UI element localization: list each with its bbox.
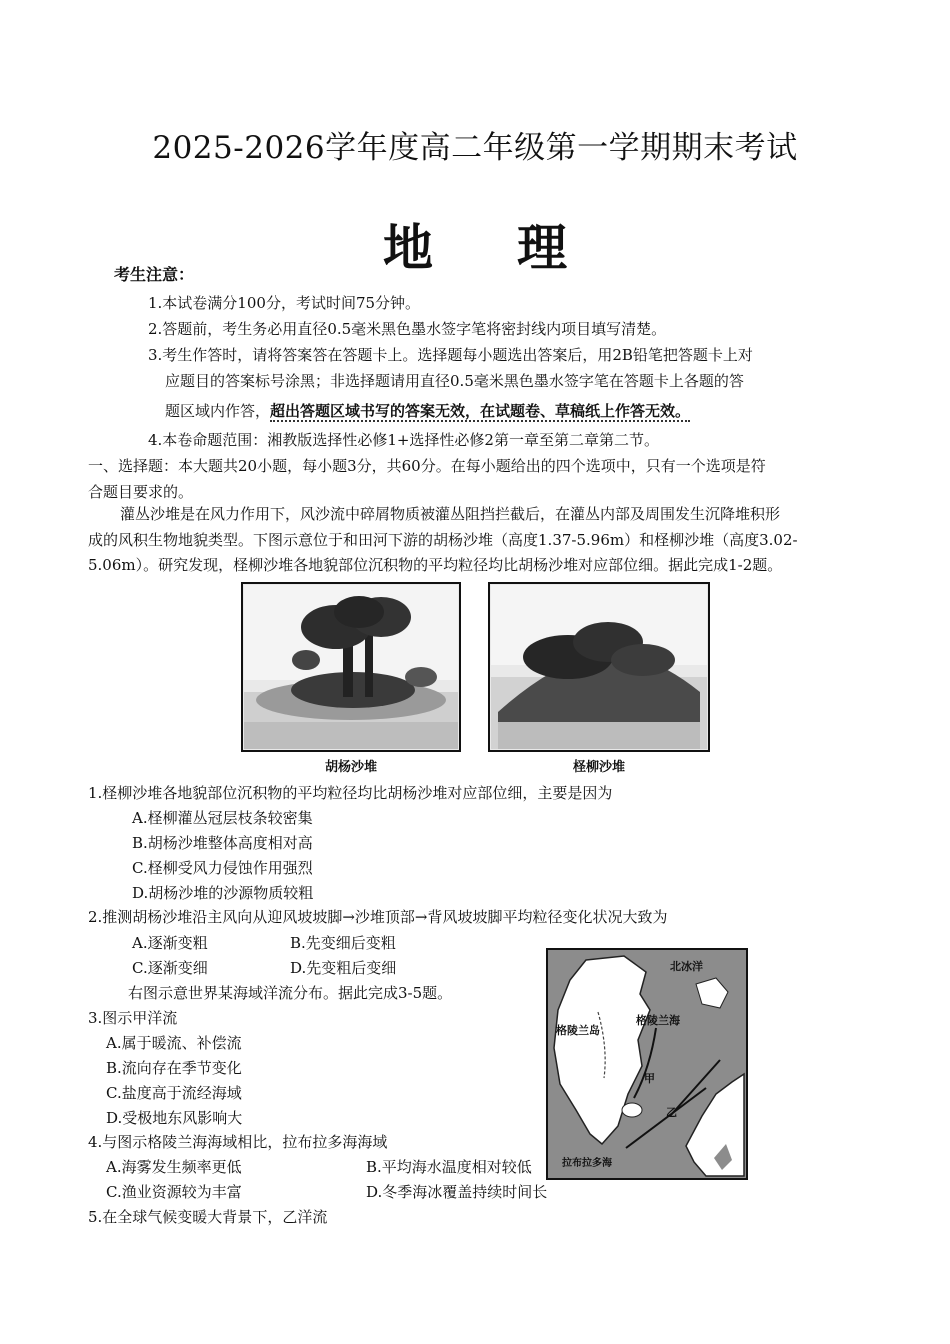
q3-option-a: A.属于暖流、补偿流 bbox=[106, 1034, 242, 1052]
photo-populus-dune bbox=[241, 582, 461, 752]
notice-heading: 考生注意： bbox=[114, 265, 195, 284]
q2-option-c: C.逐渐变细 bbox=[132, 959, 208, 977]
q3-option-d: D.受极地东风影响大 bbox=[106, 1109, 243, 1127]
notice-item-3-line-1: 3.考生作答时，请将答案答在答题卡上。选择题每小题选出答案后，用2B铅笔把答题卡上对 bbox=[148, 346, 753, 364]
map-label-greenland-sea: 格陵兰海 bbox=[636, 1014, 680, 1027]
q1-stem: 1.柽柳沙堆各地貌部位沉积物的平均粒径均比胡杨沙堆对应部位细，主要是因为 bbox=[88, 784, 613, 802]
q2-option-a: A.逐渐变粗 bbox=[132, 934, 208, 952]
emphasis-text: 超出答题区域书写的答案无效，在试题卷、草稿纸上作答无效。 bbox=[270, 402, 691, 420]
passage2: 右图示意世界某海域洋流分布。据此完成3-5题。 bbox=[128, 984, 453, 1002]
q3-option-c: C.盐度高于流经海域 bbox=[106, 1084, 242, 1102]
q4-option-b: B.平均海水温度相对较低 bbox=[366, 1158, 532, 1176]
section1-intro-line-2: 合题目要求的。 bbox=[88, 483, 194, 501]
photo-tamarix-caption: 柽柳沙堆 bbox=[572, 760, 625, 775]
map-label-greenland-island: 格陵兰岛 bbox=[556, 1024, 600, 1037]
notice-item-1: 1.本试卷满分100分，考试时间75分钟。 bbox=[148, 294, 421, 312]
q1-option-b: B.胡杨沙堆整体高度相对高 bbox=[132, 834, 313, 852]
q5-stem: 5.在全球气候变暖大背景下，乙洋流 bbox=[88, 1208, 328, 1226]
map-label-labrador: 拉布拉多海 bbox=[562, 1158, 612, 1169]
map-label-jia: 甲 bbox=[644, 1072, 655, 1085]
notice-item-3-line-3-normal: 题区域内作答， bbox=[165, 402, 271, 420]
map-label-arctic: 北冰洋 bbox=[670, 960, 703, 973]
photo-tamarix-dune bbox=[488, 582, 710, 752]
q4-option-c: C.渔业资源较为丰富 bbox=[106, 1183, 242, 1201]
q1-option-d: D.胡杨沙堆的沙源物质较粗 bbox=[132, 884, 314, 902]
q4-stem: 4.与图示格陵兰海海域相比，拉布拉多海海域 bbox=[88, 1133, 388, 1151]
notice-item-3-line-3-emphasis bbox=[270, 402, 690, 422]
notice-item-4: 4.本卷命题范围：湘教版选择性必修1+选择性必修2第一章至第二章第二节。 bbox=[148, 431, 659, 449]
q4-option-a: A.海雾发生频率更低 bbox=[106, 1158, 242, 1176]
map-label-yi: 乙 bbox=[666, 1106, 677, 1119]
subject-char-1: 地 bbox=[383, 219, 433, 277]
passage1-line-3: 5.06m）。研究发现，柽柳沙堆各地貌部位沉积物的平均粒径均比胡杨沙堆对应部位细。据此完成1-2题。 bbox=[88, 556, 783, 574]
notice-item-3-line-3 bbox=[165, 400, 690, 421]
notice-item-3-line-2: 应题目的答案标号涂黑；非选择题请用直径0.5毫米黑色墨水签字笔在答题卡上各题的答 bbox=[165, 372, 744, 390]
q3-option-b: B.流向存在季节变化 bbox=[106, 1059, 242, 1077]
q2-option-b: B.先变细后变粗 bbox=[290, 934, 396, 952]
exam-title: 2025-2026学年度高二年级第一学期期末考试 bbox=[152, 130, 798, 166]
q4-option-d: D.冬季海冰覆盖持续时间长 bbox=[366, 1183, 548, 1201]
q1-option-c: C.柽柳受风力侵蚀作用强烈 bbox=[132, 859, 313, 877]
ocean-current-map bbox=[546, 948, 748, 1180]
q2-option-d: D.先变粗后变细 bbox=[290, 959, 397, 977]
q1-option-a: A.柽柳灌丛冠层枝条较密集 bbox=[132, 809, 313, 827]
passage1-line-2: 成的风积生物地貌类型。下图示意位于和田河下游的胡杨沙堆（高度1.37-5.96m）和柽柳沙堆（高度3.02- bbox=[88, 531, 798, 549]
passage1-line-1: 灌丛沙堆是在风力作用下，风沙流中碎屑物质被灌丛阻挡拦截后，在灌丛内部及周围发生沉降堆积形 bbox=[120, 505, 781, 523]
q2-stem: 2.推测胡杨沙堆沿主风向从迎风坡坡脚→沙堆顶部→背风坡坡脚平均粒径变化状况大致为 bbox=[88, 908, 668, 926]
subject-char-2: 理 bbox=[517, 219, 567, 277]
section1-intro-line-1: 一、选择题：本大题共20小题，每小题3分，共60分。在每小题给出的四个选项中，只有一个选项是符 bbox=[88, 457, 766, 475]
photo-populus-caption: 胡杨沙堆 bbox=[324, 760, 377, 775]
notice-item-2: 2.答题前，考生务必用直径0.5毫米黑色墨水签字笔将密封线内项目填写清楚。 bbox=[148, 320, 667, 338]
q3-stem: 3.图示甲洋流 bbox=[88, 1009, 178, 1027]
